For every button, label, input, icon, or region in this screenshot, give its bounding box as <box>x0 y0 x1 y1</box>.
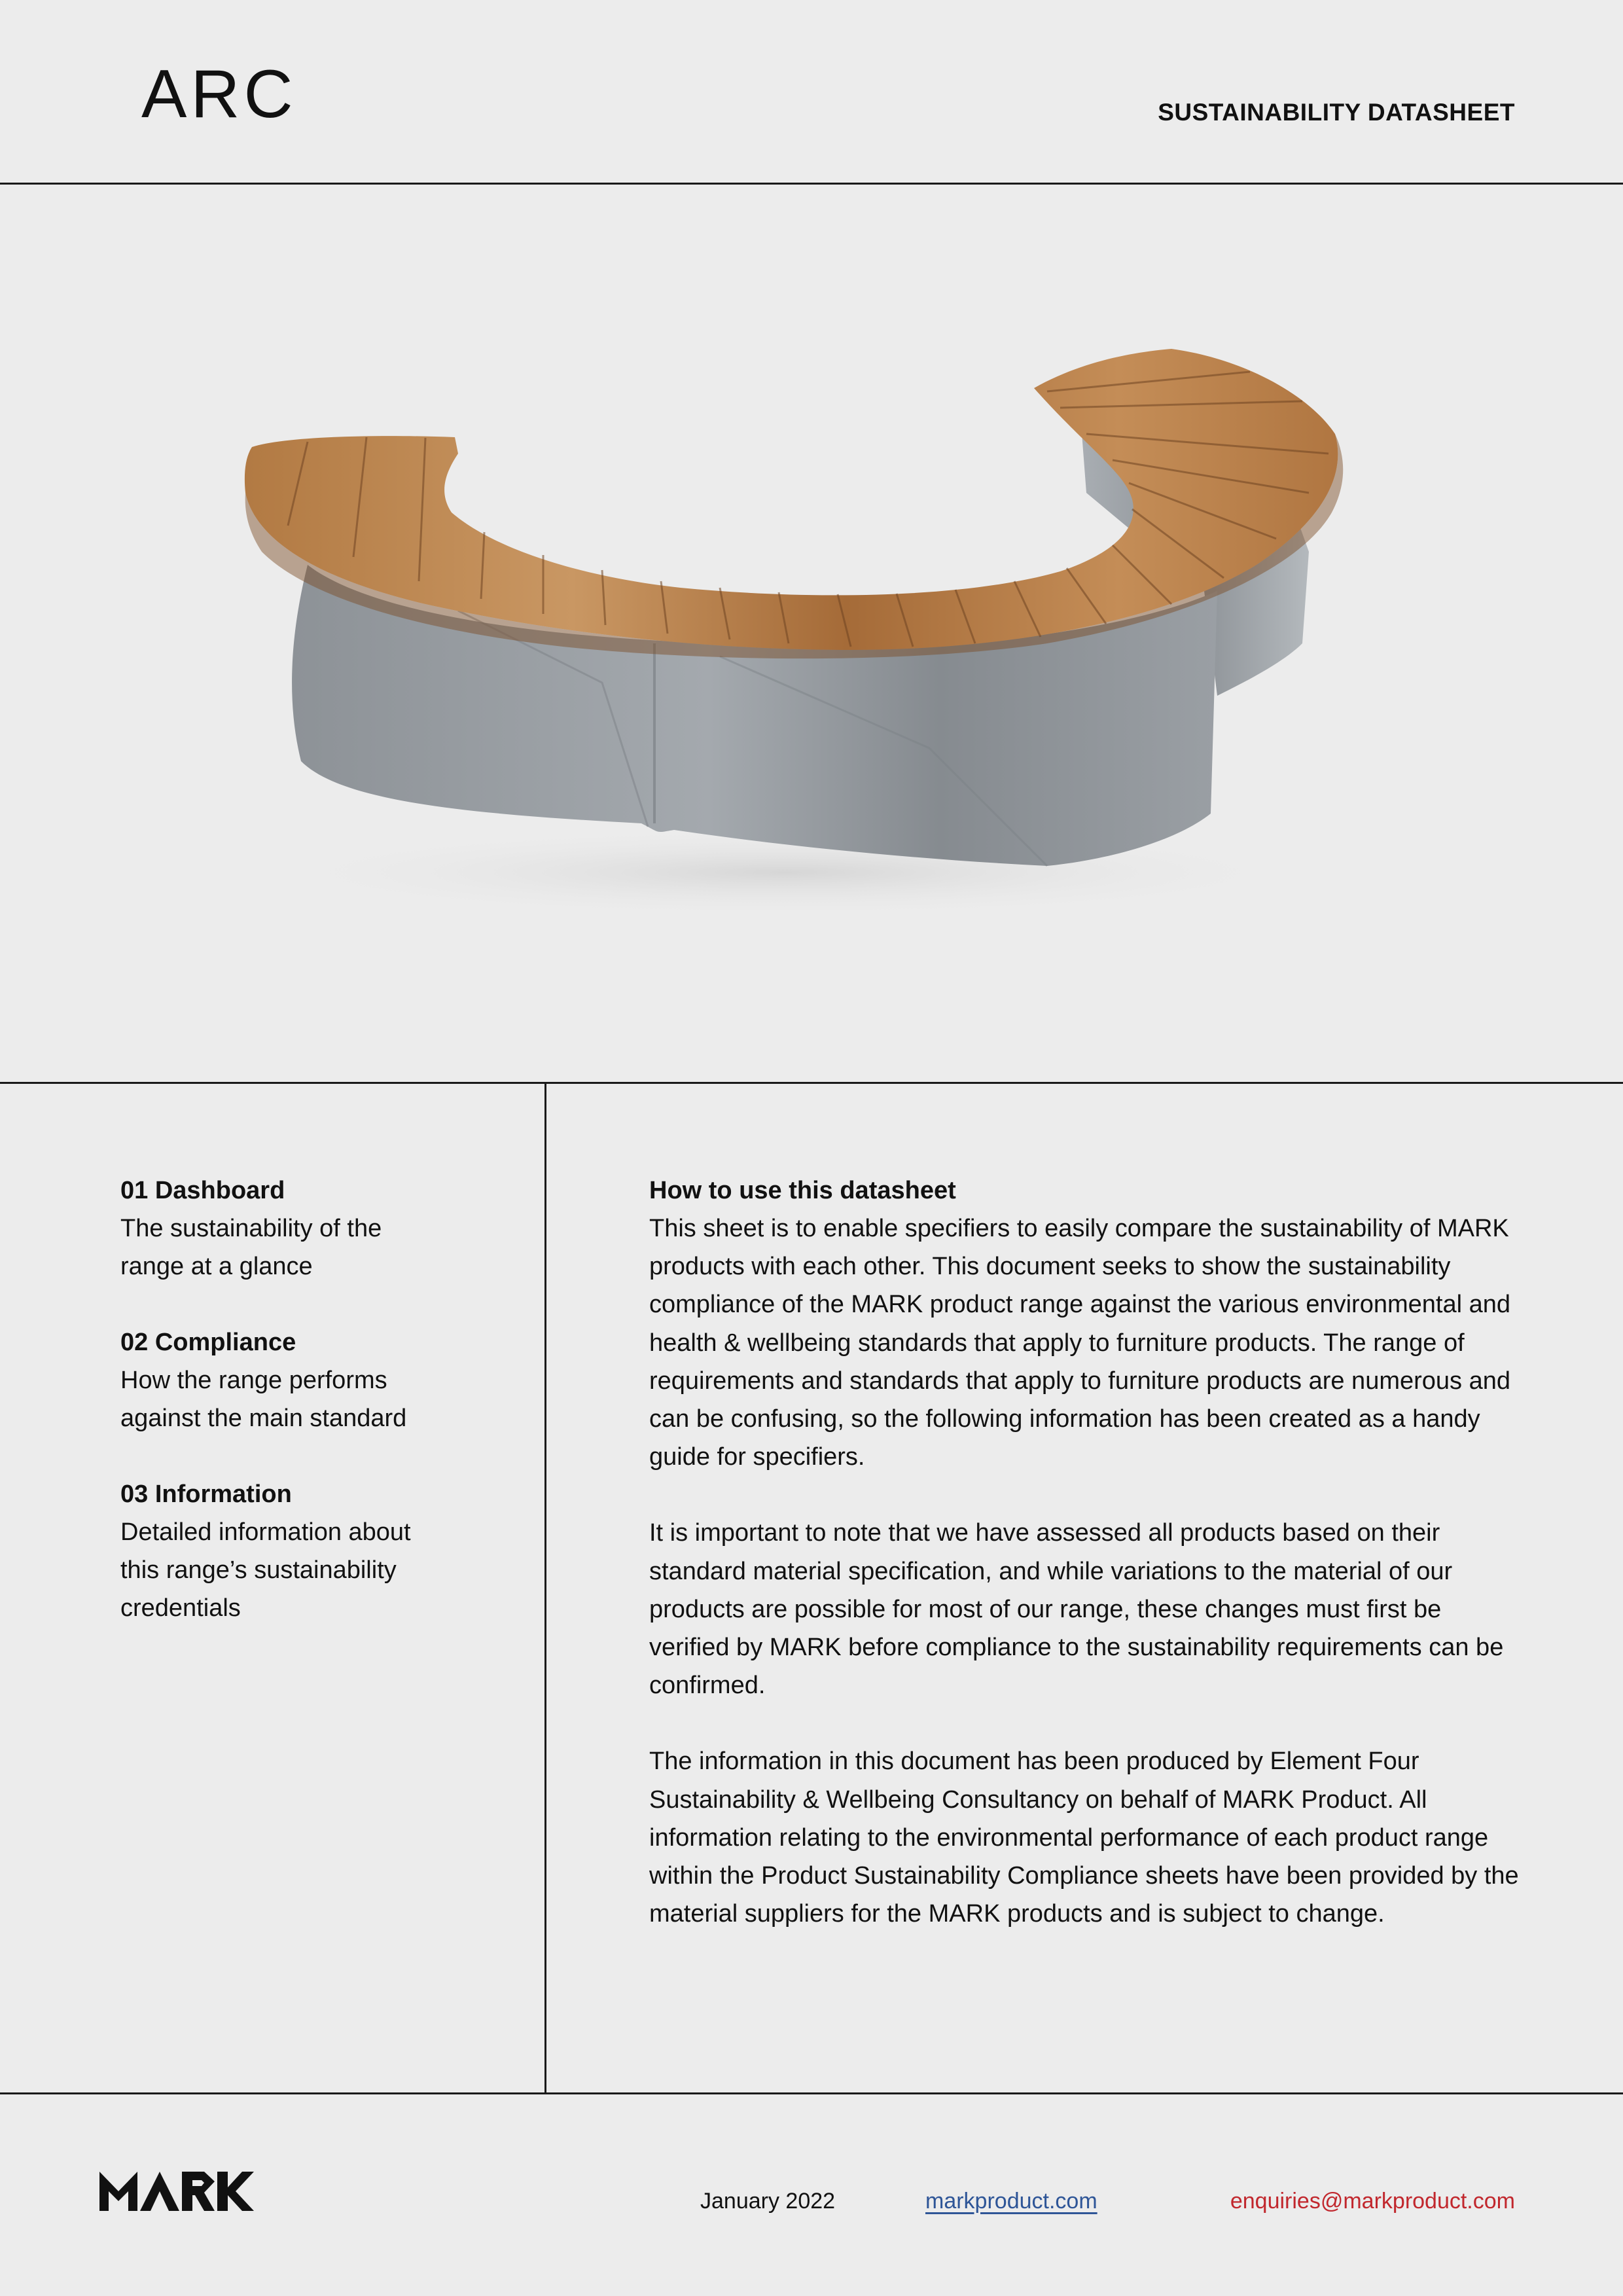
footer-divider <box>0 2092 1623 2094</box>
header-divider <box>0 183 1623 185</box>
product-name: ARC <box>141 56 297 132</box>
toc-item-compliance <box>120 1323 513 1437</box>
table-of-contents <box>120 1172 513 1665</box>
toc-item-dashboard <box>120 1172 513 1285</box>
header <box>0 0 1623 183</box>
column-divider <box>544 1084 546 2094</box>
toc-item-information <box>120 1475 513 1627</box>
toc-description: How the range performs against the main standard <box>120 1367 407 1432</box>
body-paragraph: It is important to note that we have assessed all products based on their standard material specification, and while variations to the material of our products are possible for most of our range, these changes must first be verified by MARK before compliance to the sustainability requirements can be confirmed. <box>649 1519 1504 1700</box>
hero-divider <box>0 1082 1623 1084</box>
body-paragraph: The information in this document has been produced by Element Four Sustainability & Wellbeing Consultancy on behalf of MARK Product. All information relating to the environmental performance of each product range within the Product Sustainability Compliance sheets have been provided by the material suppliers for the MARK products and is subject to change. <box>649 1748 1519 1928</box>
section-heading: How to use this datasheet <box>649 1177 956 1204</box>
email-link[interactable]: enquiries@markproduct.com <box>1230 2189 1515 2214</box>
toc-description: Detailed information about this range’s sustainability credentials <box>120 1518 411 1622</box>
curved-bench-photo-icon <box>0 185 1623 1082</box>
mark-logo-icon <box>99 2172 254 2211</box>
toc-title: 03 Information <box>120 1480 292 1508</box>
body-paragraph: This sheet is to enable specifiers to easily compare the sustainability of MARK products with each other. This document seeks to show the sustainability compliance of the MARK product range against the various environmental and health & wellbeing standards that apply to furniture products. The range of requirements and standards that apply to furniture products are numerous and can be confusing, so the following information has been created as a handy guide for specifiers. <box>649 1215 1510 1471</box>
mark-logo <box>99 2172 254 2214</box>
toc-title: 02 Compliance <box>120 1329 296 1356</box>
toc-title: 01 Dashboard <box>120 1177 285 1204</box>
toc-description: The sustainability of the range at a glance <box>120 1215 382 1280</box>
website-link[interactable]: markproduct.com <box>925 2189 1097 2214</box>
document-type: SUSTAINABILITY DATASHEET <box>1158 99 1515 126</box>
product-photo <box>0 185 1623 1082</box>
publication-date: January 2022 <box>700 2189 836 2214</box>
how-to-use-section <box>649 1172 1520 1971</box>
